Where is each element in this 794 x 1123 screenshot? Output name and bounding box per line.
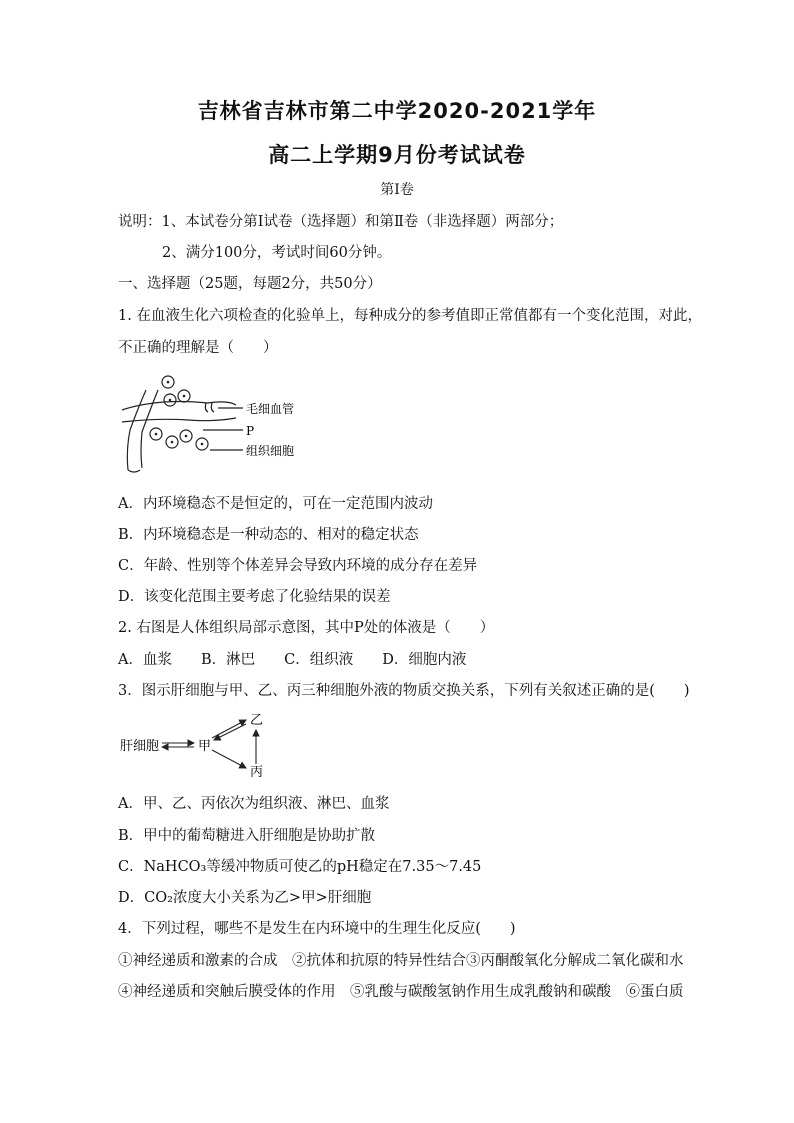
- q4-items-line1: ①神经递质和激素的合成 ②抗体和抗原的特异性结合③丙酮酸氧化分解成二氧化碳和水: [118, 953, 684, 969]
- q3-option-c: C．NaHCO₃等缓冲物质可使乙的pH稳定在7.35～7.45: [118, 859, 482, 875]
- q3-stem: 3．图示肝细胞与甲、乙、丙三种细胞外液的物质交换关系，下列有关叙述正确的是( ): [118, 683, 690, 699]
- exam-title-line2: 高二上学期9月份考试试卷: [268, 143, 526, 167]
- label-tissue-cell: 组织细胞: [246, 444, 295, 458]
- q1-stem-line2: 不正确的理解是（ ）: [118, 340, 278, 356]
- section-heading: 一、选择题（25题，每题2分，共50分）: [118, 276, 382, 292]
- label-jia: 甲: [198, 739, 212, 754]
- q1-option-c: C．年龄、性别等个体差异会导致内环境的成分存在差异: [118, 558, 478, 574]
- q3-option-b: B．甲中的葡萄糖进入肝细胞是协助扩散: [118, 828, 376, 844]
- label-liver-cell: 肝细胞: [120, 739, 160, 754]
- q1-stem-line1: 1. 在血液生化六项检查的化验单上，每种成分的参考值即正常值都有一个变化范围，对此，: [118, 308, 702, 324]
- label-p: P: [246, 424, 255, 438]
- exam-title-line1: 吉林省吉林市第二中学2020-2021学年: [197, 99, 597, 123]
- label-capillary: 毛细血管: [246, 402, 295, 416]
- q3-exchange-figure: [118, 710, 278, 782]
- volume-label: 第Ⅰ卷: [380, 182, 414, 198]
- q4-stem: 4．下列过程，哪些不是发生在内环境中的生理生化反应( ): [118, 921, 516, 937]
- label-bing: 丙: [250, 765, 264, 780]
- q2-options: A．血浆 B．淋巴 C．组织液 D．细胞内液: [118, 652, 467, 668]
- q3-option-d: D．CO₂浓度大小关系为乙>甲>肝细胞: [118, 890, 372, 906]
- q1-tissue-figure: [118, 370, 318, 476]
- q4-items-line2: ④神经递质和突触后膜受体的作用 ⑤乳酸与碳酸氢钠作用生成乳酸钠和碳酸 ⑥蛋白质: [118, 984, 684, 1000]
- q1-option-d: D．该变化范围主要考虑了化验结果的误差: [118, 589, 391, 605]
- instructions-line1: 说明：1、本试卷分第Ⅰ试卷（选择题）和第Ⅱ卷（非选择题）两部分；: [118, 214, 564, 230]
- label-yi: 乙: [250, 713, 264, 728]
- q3-option-a: A．甲、乙、丙依次为组织液、淋巴、血浆: [118, 796, 390, 812]
- q2-stem: 2. 右图是人体组织局部示意图，其中P处的体液是（ ）: [118, 620, 495, 636]
- instructions-line2: 2、满分100分，考试时间60分钟。: [162, 245, 392, 261]
- q1-option-b: B．内环境稳态是一种动态的、相对的稳定状态: [118, 527, 419, 543]
- q1-option-a: A．内环境稳态不是恒定的，可在一定范围内波动: [118, 496, 433, 512]
